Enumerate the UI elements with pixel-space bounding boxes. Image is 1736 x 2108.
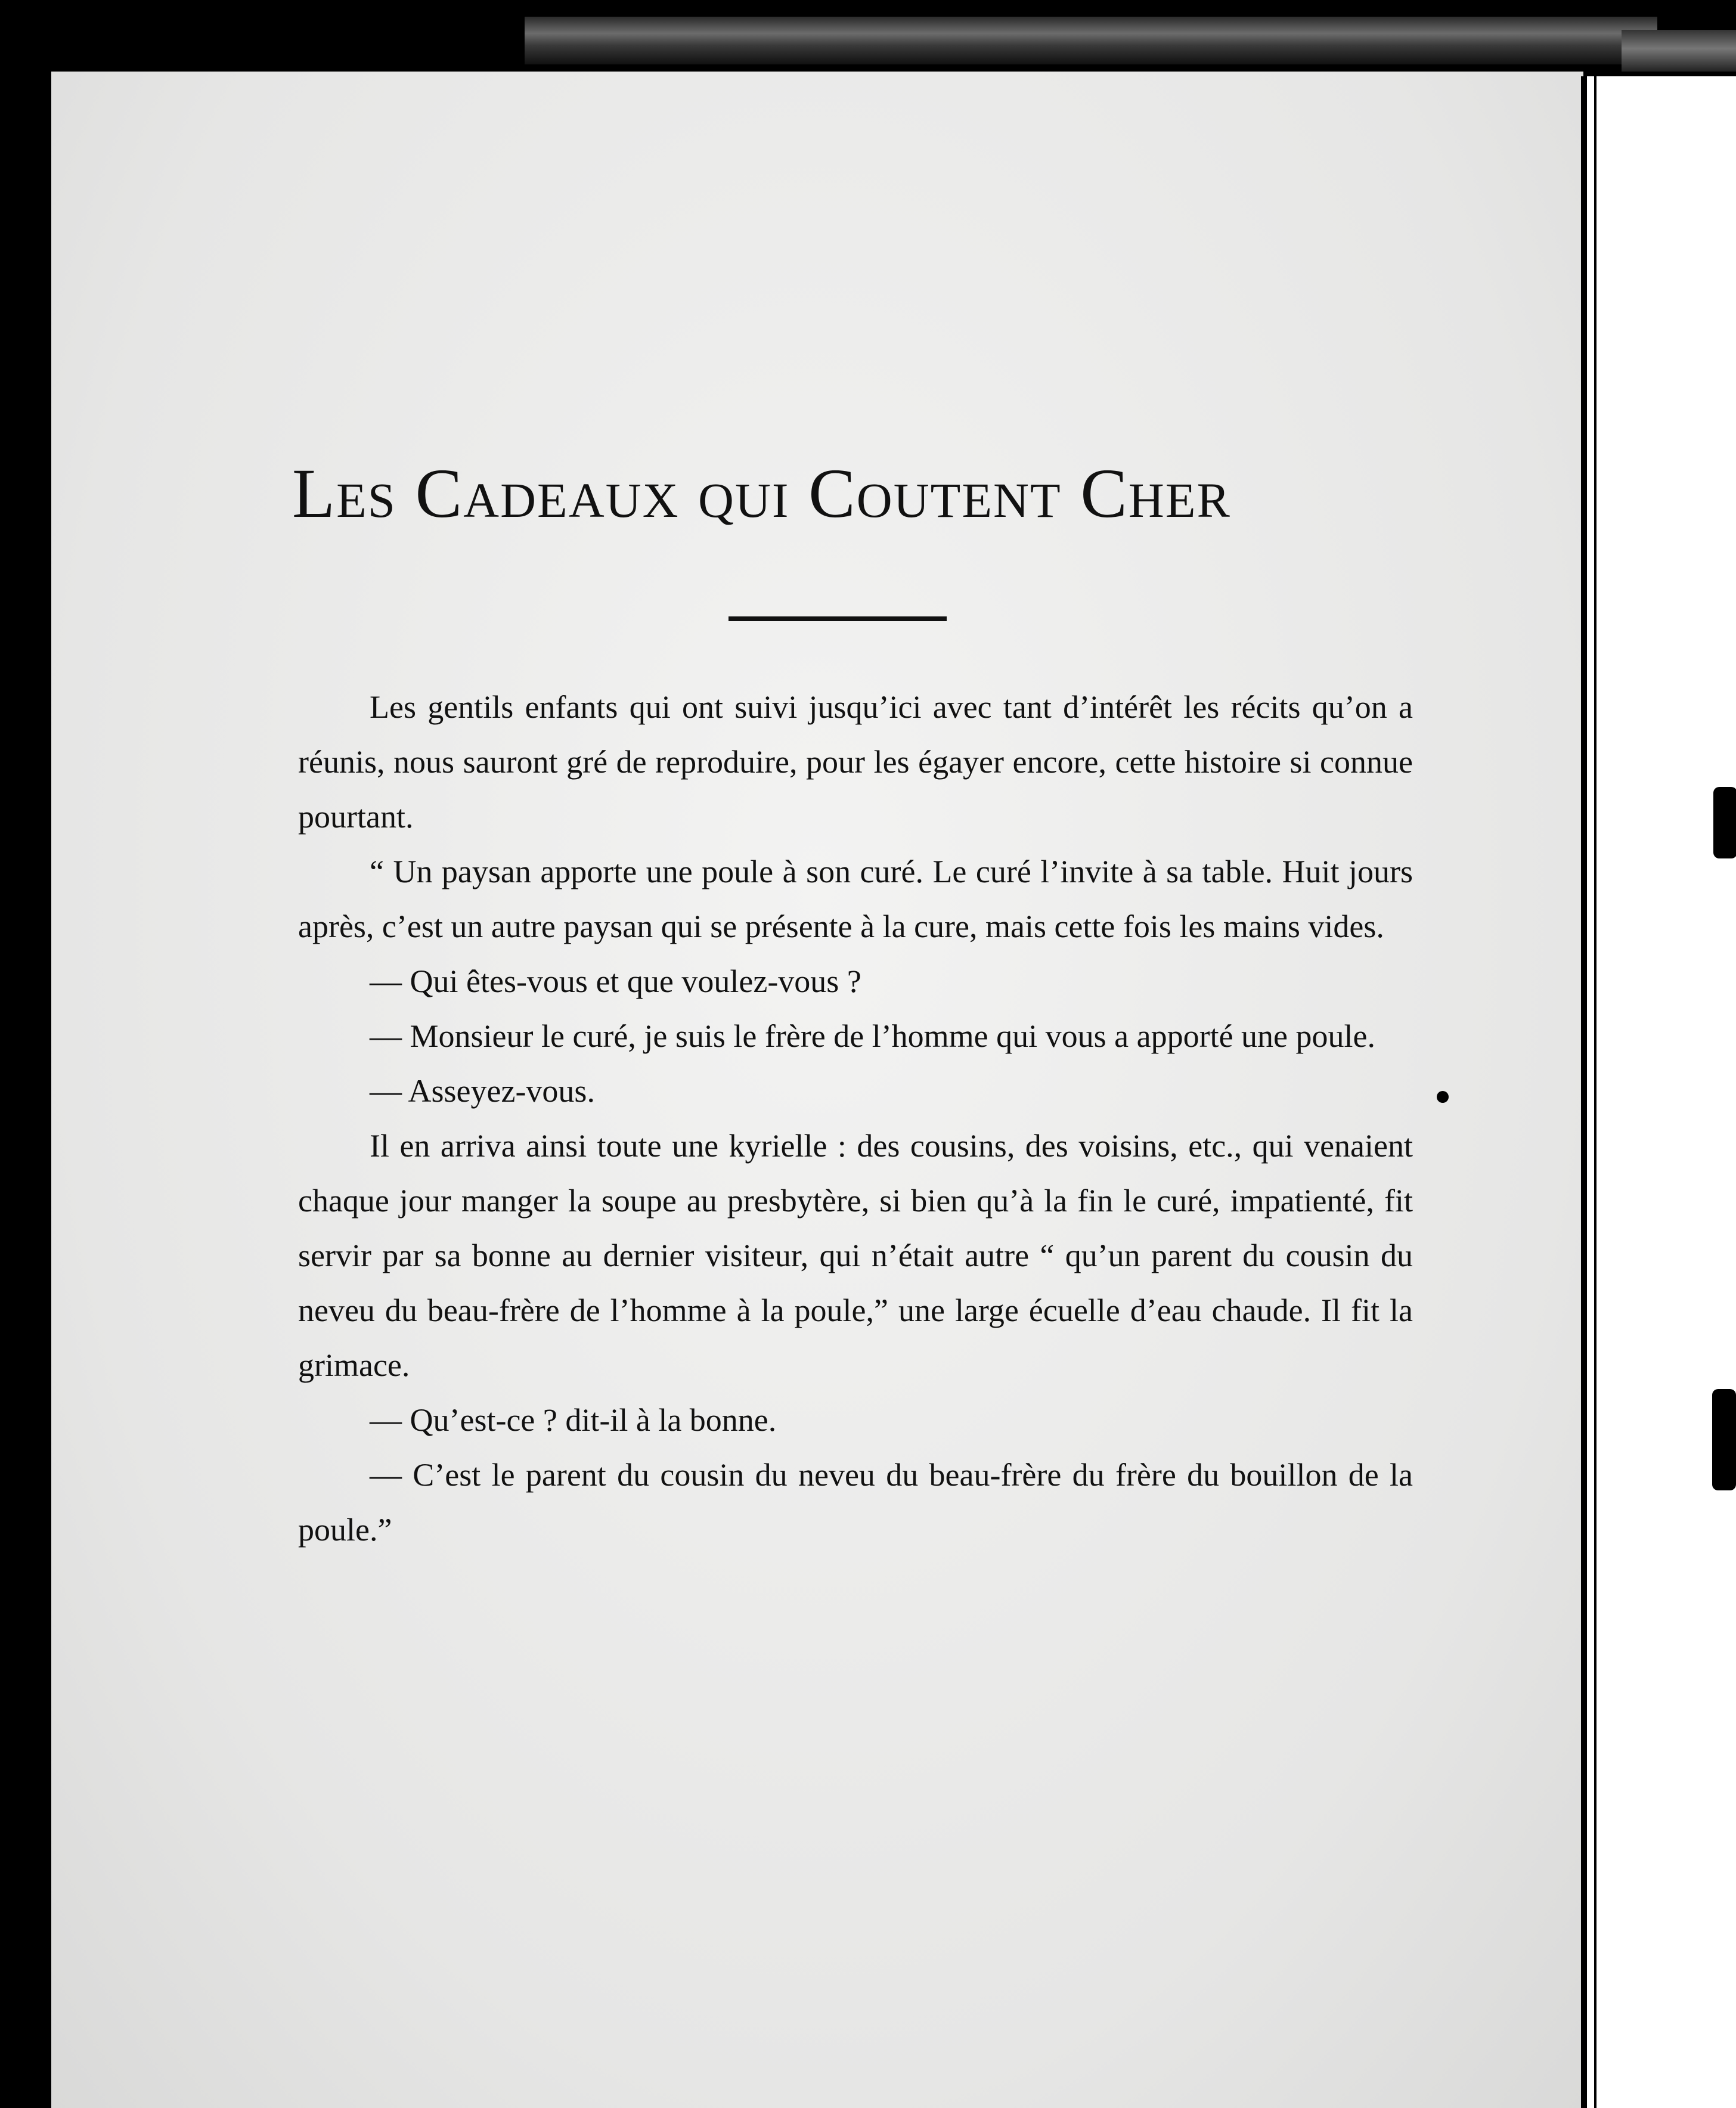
scan-edge-mark bbox=[1712, 1389, 1736, 1490]
page-edge-line bbox=[1581, 76, 1587, 2108]
paragraph: “ Un paysan apporte une poule à son curé. Le curé l’invite à sa table. Huit jours après, c’est un autre paysan qui se présente à la cure, mais cette fois les mains vides. bbox=[298, 854, 1413, 944]
paragraph: Les gentils enfants qui ont suivi jusqu’ici avec tant d’intérêt les récits qu’on a réunis, nous sauront gré de reproduire, pour les égayer encore, cette histoire si connue pourtant. bbox=[298, 689, 1413, 835]
scan-top-edge-right bbox=[1622, 30, 1736, 72]
paragraph: — Qui êtes-vous et que voulez-vous ? bbox=[370, 963, 861, 999]
paragraph: — Qu’est-ce ? dit-il à la bonne. bbox=[370, 1402, 777, 1438]
paragraph: — C’est le parent du cousin du neveu du beau-frère du frère du bouillon de la poule.” bbox=[298, 1457, 1413, 1548]
title-rule bbox=[728, 616, 947, 621]
body-text bbox=[298, 680, 1413, 1557]
paragraph: Il en arriva ainsi toute une kyrielle : des cousins, des voisins, etc., qui venaient chaque jour manger la soupe au presbytère, si bien qu’à la fin le curé, impatienté, fit servir par sa bonne au dernier visiteur, qui n’était autre “ qu’un parent du cousin du neveu du beau-frère de l’homme à la poule,” une large écuelle d’eau chaude. Il fit la grimace. bbox=[298, 1128, 1413, 1383]
scan-edge-mark bbox=[1713, 787, 1736, 858]
page-title: Les Cadeaux qui Coutent Cher bbox=[292, 454, 1231, 532]
ink-dot bbox=[1437, 1091, 1449, 1103]
facing-page-margin bbox=[1583, 76, 1736, 2108]
scan-top-edge bbox=[525, 17, 1657, 64]
paragraph: — Monsieur le curé, je suis le frère de l’homme qui vous a apporté une poule. bbox=[370, 1018, 1375, 1054]
page-edge-line-inner bbox=[1594, 76, 1596, 2108]
paragraph: — Asseyez-vous. bbox=[370, 1073, 595, 1109]
